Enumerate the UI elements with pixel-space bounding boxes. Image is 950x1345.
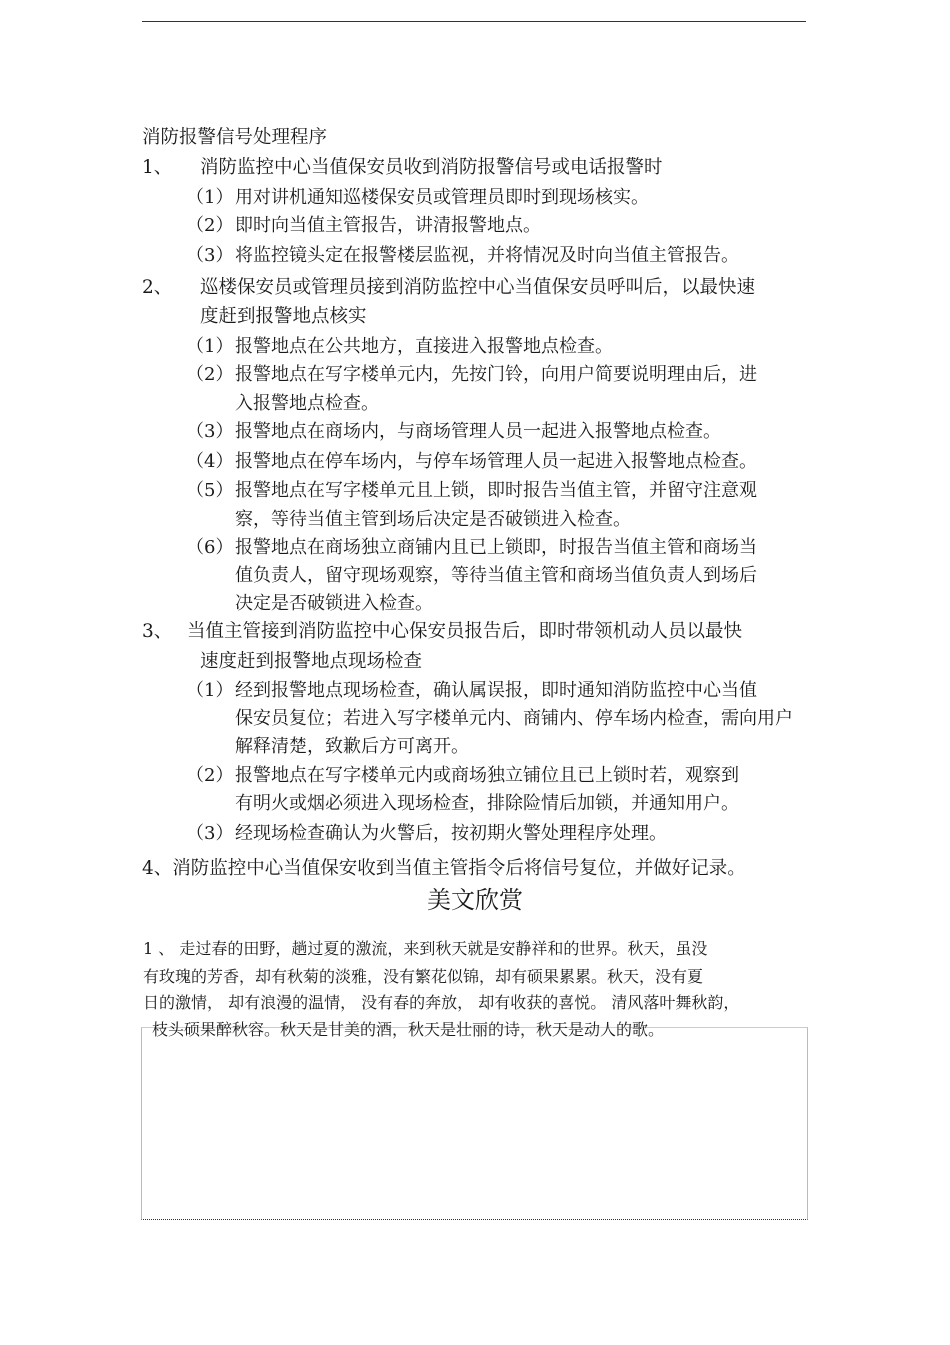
section-1-item-1-number: （1） xyxy=(186,187,234,208)
essay-line-3: 日的激情， 却有浪漫的温情， 没有春的奔放， 却有收获的喜悦。 清风落叶舞秋韵， xyxy=(143,993,740,1012)
section-2-item-1-number: （1） xyxy=(186,336,234,357)
section-2-item-5-text-line-1: 报警地点在写字楼单元且上锁，即时报告当值主管，并留守注意观 xyxy=(235,480,757,501)
section-2-item-6-number: （6） xyxy=(186,537,234,558)
section-3-item-3-text: 经现场检查确认为火警后，按初期火警处理程序处理。 xyxy=(235,823,667,844)
section-2-item-5-number: （5） xyxy=(186,480,234,501)
section-2-item-1-text: 报警地点在公共地方，直接进入报警地点检查。 xyxy=(235,336,613,357)
section-3-heading-line-1: 当值主管接到消防监控中心保安员报告后，即时带领机动人员以最快 xyxy=(187,621,743,642)
section-3-item-1-text-line-1: 经到报警地点现场检查，确认属误报，即时通知消防监控中心当值 xyxy=(235,680,757,701)
section-3-item-2-text-line-2: 有明火或烟必须进入现场检查，排除险情后加锁，并通知用户。 xyxy=(235,793,739,814)
section-2-item-2-number: （2） xyxy=(186,364,234,385)
essay-line-2: 有玫瑰的芳香，却有秋菊的淡雅，没有繁花似锦，却有硕果累累。秋天，没有夏 xyxy=(143,967,704,986)
section-3-item-3-number: （3） xyxy=(186,823,234,844)
section-1-item-3-text: 将监控镜头定在报警楼层监视，并将情况及时向当值主管报告。 xyxy=(235,245,739,266)
essay-frame xyxy=(141,1027,808,1220)
section-2-item-5-text-line-2: 察，等待当值主管到场后决定是否破锁进入检查。 xyxy=(235,509,631,530)
section-3-item-1-number: （1） xyxy=(186,680,234,701)
section-2-number: 2、 xyxy=(142,277,173,298)
header-rule xyxy=(142,21,806,22)
section-2-heading-line-1: 巡楼保安员或管理员接到消防监控中心当值保安员呼叫后，以最快速 xyxy=(200,277,756,298)
section-3-heading-line-2: 速度赶到报警地点现场检查 xyxy=(200,651,423,672)
section-1-item-3-number: （3） xyxy=(186,245,234,266)
section-2-item-6-text-line-3: 决定是否破锁进入检查。 xyxy=(235,593,433,614)
document-title: 消防报警信号处理程序 xyxy=(142,127,328,148)
section-3-number: 3、 xyxy=(142,621,173,642)
section-1-item-2-text: 即时向当值主管报告，讲清报警地点。 xyxy=(235,215,541,236)
section-1-number: 1、 xyxy=(142,157,173,178)
essay-line-4: 枝头硕果醉秋容。秋天是甘美的酒，秋天是壮丽的诗，秋天是动人的歌。 xyxy=(152,1020,665,1039)
section-4-line: 4、消防监控中心当值保安收到当值主管指令后将信号复位，并做好记录。 xyxy=(142,858,746,879)
section-2-item-4-number: （4） xyxy=(186,451,234,472)
section-3-item-2-number: （2） xyxy=(186,765,234,786)
essay-line-1: 1 、 走过春的田野，趟过夏的激流，来到秋天就是安静祥和的世界。秋天，虽没 xyxy=(143,939,708,958)
section-1-heading: 消防监控中心当值保安员收到消防报警信号或电话报警时 xyxy=(200,157,663,178)
section-2-item-3-number: （3） xyxy=(186,421,234,442)
section-2-item-2-text-line-1: 报警地点在写字楼单元内，先按门铃，向用户简要说明理由后，进 xyxy=(235,364,757,385)
section-3-item-1-text-line-3: 解释清楚，致歉后方可离开。 xyxy=(235,736,469,757)
section-2-item-6-text-line-2: 值负责人，留守现场观察，等待当值主管和商场当值负责人到场后 xyxy=(235,565,757,586)
section-2-item-2-text-line-2: 入报警地点检查。 xyxy=(235,393,379,414)
section-2-item-6-text-line-1: 报警地点在商场独立商铺内且已上锁即，时报告当值主管和商场当 xyxy=(235,537,757,558)
essay-title: 美文欣赏 xyxy=(427,886,523,914)
section-2-item-3-text: 报警地点在商场内，与商场管理人员一起进入报警地点检查。 xyxy=(235,421,721,442)
section-2-item-4-text: 报警地点在停车场内，与停车场管理人员一起进入报警地点检查。 xyxy=(235,451,757,472)
section-1-item-2-number: （2） xyxy=(186,215,234,236)
section-3-item-1-text-line-2: 保安员复位；若进入写字楼单元内、商铺内、停车场内检查，需向用户 xyxy=(235,708,793,729)
section-2-heading-line-2: 度赶到报警地点核实 xyxy=(200,306,367,327)
section-3-item-2-text-line-1: 报警地点在写字楼单元内或商场独立铺位且已上锁时若，观察到 xyxy=(235,765,739,786)
section-1-item-1-text: 用对讲机通知巡楼保安员或管理员即时到现场核实。 xyxy=(235,187,649,208)
